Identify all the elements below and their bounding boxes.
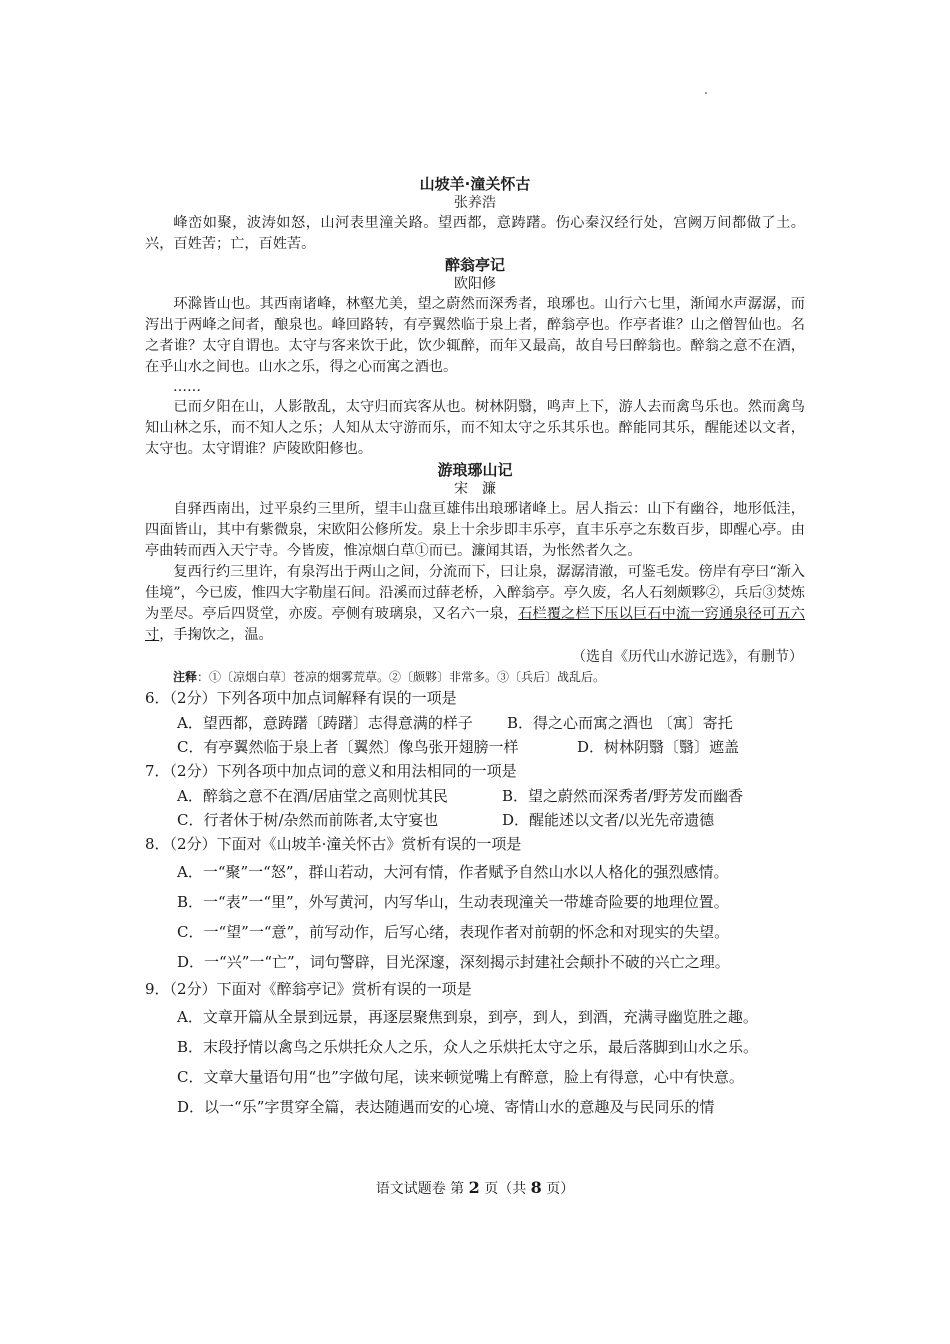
footer-total-pages: 8 xyxy=(530,1178,542,1197)
question-7-row-2 xyxy=(145,808,805,832)
exam-page xyxy=(145,174,805,1122)
question-6-stem: 6．（2分）下列各项中加点词解释有误的一项是 xyxy=(145,689,457,707)
question-7-stem: 7．（2分）下列各项中加点词的意义和用法相同的一项是 xyxy=(145,762,517,780)
essay2-paragraph-2-b: ，手掬饮之，温。 xyxy=(159,627,273,643)
essay1-paragraph-1: 环滁皆山也。其西南诸峰，林壑尤美，望之蔚然而深秀者，琅琊也。山行六七里，渐闻水声潺潺，而泻出于两峰之间者，酿泉也。峰回路转，有亭翼然临于泉上者，醉翁亭也。作亭者谁？山之僧智仙也。名之者谁？太守自谓也。太守与客来饮于此，饮少辄醉，而年又最高，故自号曰醉翁也。醉翁之意不在酒，在乎山水之间也。山水之乐，得之心而寓之酒也。 xyxy=(145,296,805,375)
question-6-option-c: C．有亭翼然临于泉上者〔翼然〕像鸟张开翅膀一样 xyxy=(177,738,519,756)
question-8-option-b: B．一“表”一“里”，外写黄河，内写华山，生动表现潼关一带雄奇险要的地理位置。 xyxy=(177,893,729,911)
annotations-text: ：①〔凉烟白草〕苍凉的烟雾荒草。②〔颇夥〕非常多。③〔兵后〕战乱后。 xyxy=(197,670,606,684)
annotations xyxy=(145,668,805,686)
question-7-option-c: C．行者休于树/杂然而前陈者,太守宴也 xyxy=(177,811,439,829)
question-7-option-d: D．醒能述以文者/以光先帝遗德 xyxy=(502,811,715,829)
essay2-author: 宋 濂 xyxy=(454,481,496,497)
footer-suffix: 页） xyxy=(546,1181,575,1197)
question-7-row-1 xyxy=(145,784,805,808)
question-9-option-c: C．文章大量语句用“也”字做句尾，读来顿觉嘴上有醉意，脸上有得意，心中有快意。 xyxy=(177,1068,744,1086)
question-6-option-b: B．得之心而寓之酒也 〔寓〕寄托 xyxy=(507,714,733,732)
question-9-option-a: A．文章开篇从全景到远景，再逐层聚焦到泉，到亭，到人，到酒，充满寻幽览胜之趣。 xyxy=(177,1008,758,1026)
question-8-option-d: D．一“兴”一“亡”，词句警辟，目光深邃，深刻揭示封建社会颠扑不破的兴亡之理。 xyxy=(177,953,730,971)
essay2-paragraph-2 xyxy=(145,562,805,646)
annotations-label: 注释 xyxy=(173,670,198,684)
essay2-paragraph-1: 自驿西南出，过平泉约三里所，望丰山盘亘雄伟出琅琊诸峰上。居人指云：山下有幽谷，地形低洼，四面皆山，其中有紫微泉，宋欧阳公修所发。泉上十余步即丰乐亭，直丰乐亭之东数百步，即醒心亭。由亭曲转而西入天宁寺。今皆废，惟凉烟白草①而已。濂闻其语，为怅然者久之。 xyxy=(145,501,805,559)
footer-page-number: 2 xyxy=(468,1178,480,1197)
poem-text: 峰峦如聚，波涛如怒，山河表里潼关路。望西都，意踌躇。伤心秦汉经行处，宫阙万间都做了土。兴，百姓苦；亡，百姓苦。 xyxy=(145,215,805,252)
underlined-sentence: 石栏覆之栏下压以巨石中流一窍通泉径可五六寸 xyxy=(145,606,805,643)
footer-middle: 页（共 xyxy=(484,1181,527,1197)
essay1-author: 欧阳修 xyxy=(454,276,496,292)
essay1-title: 醉翁亭记 xyxy=(444,256,505,274)
question-8-option-c: C．一“望”一“意”，前写动作，后写心绪，表现作者对前朝的怀念和对现实的失望。 xyxy=(177,923,730,941)
question-7-option-b: B．望之蔚然而深秀者/野芳发而幽香 xyxy=(502,787,744,805)
question-6-option-a: A．望西都，意踌躇〔踌躇〕志得意满的样子 xyxy=(177,714,473,732)
essay2-title: 游琅琊山记 xyxy=(437,461,513,479)
page-footer xyxy=(0,1178,950,1198)
question-8-option-a: A．一“聚”一“怒”，群山若动，大河有情，作者赋予自然山水以人格化的强烈感情。 xyxy=(177,863,729,881)
essay1-ellipsis: …… xyxy=(173,379,201,395)
question-9-option-d: D．以一“乐”字贯穿全篇，表达随遇而安的心境、寄情山水的意趣及与民同乐的情 xyxy=(177,1098,715,1116)
essay2-paragraph-2-a: 复西行约三里许，有泉泻出于两山之间，分流而下，曰让泉，潺潺清澈，可鉴毛发。傍岸有亭曰“渐入佳境”，今已废，惟四大字勒崖石间。沿溪而过薛老桥，入醉翁亭。亭久废，名人石刻颇夥②，兵后③焚炼为垩尽。亭后四贤堂，亦废。亭侧有玻璃泉，又名六一泉， xyxy=(145,564,805,622)
question-8-stem: 8．（2分）下面对《山坡羊·潼关怀古》赏析有误的一项是 xyxy=(145,835,522,853)
question-7-option-a: A．醉翁之意不在酒/居庙堂之高则忧其民 xyxy=(177,787,448,805)
scan-dot xyxy=(705,92,707,94)
essay1-paragraph-2: 已而夕阳在山，人影散乱，太守归而宾客从也。树林阴翳，鸣声上下，游人去而禽鸟乐也。然而禽鸟知山林之乐，而不知人之乐；人知从太守游而乐，而不知太守之乐其乐也。醉能同其乐，醒能述以文者，太守也。太守谓谁？庐陵欧阳修也。 xyxy=(145,399,805,457)
question-6-row-1 xyxy=(145,711,805,735)
poem-author: 张养浩 xyxy=(454,195,496,211)
poem-title: 山坡羊·潼关怀古 xyxy=(419,175,531,193)
footer-prefix: 语文试题卷 第 xyxy=(375,1181,465,1197)
question-9-option-b: B．末段抒情以禽鸟之乐烘托众人之乐，众人之乐烘托太守之乐，最后落脚到山水之乐。 xyxy=(177,1038,759,1056)
question-6-option-d: D．树林阴翳〔翳〕遮盖 xyxy=(577,738,740,756)
question-9-stem: 9．（2分）下面对《醉翁亭记》赏析有误的一项是 xyxy=(145,980,472,998)
question-6-row-2 xyxy=(145,735,805,759)
source-note: （选自《历代山水游记选》，有删节） xyxy=(572,649,803,665)
